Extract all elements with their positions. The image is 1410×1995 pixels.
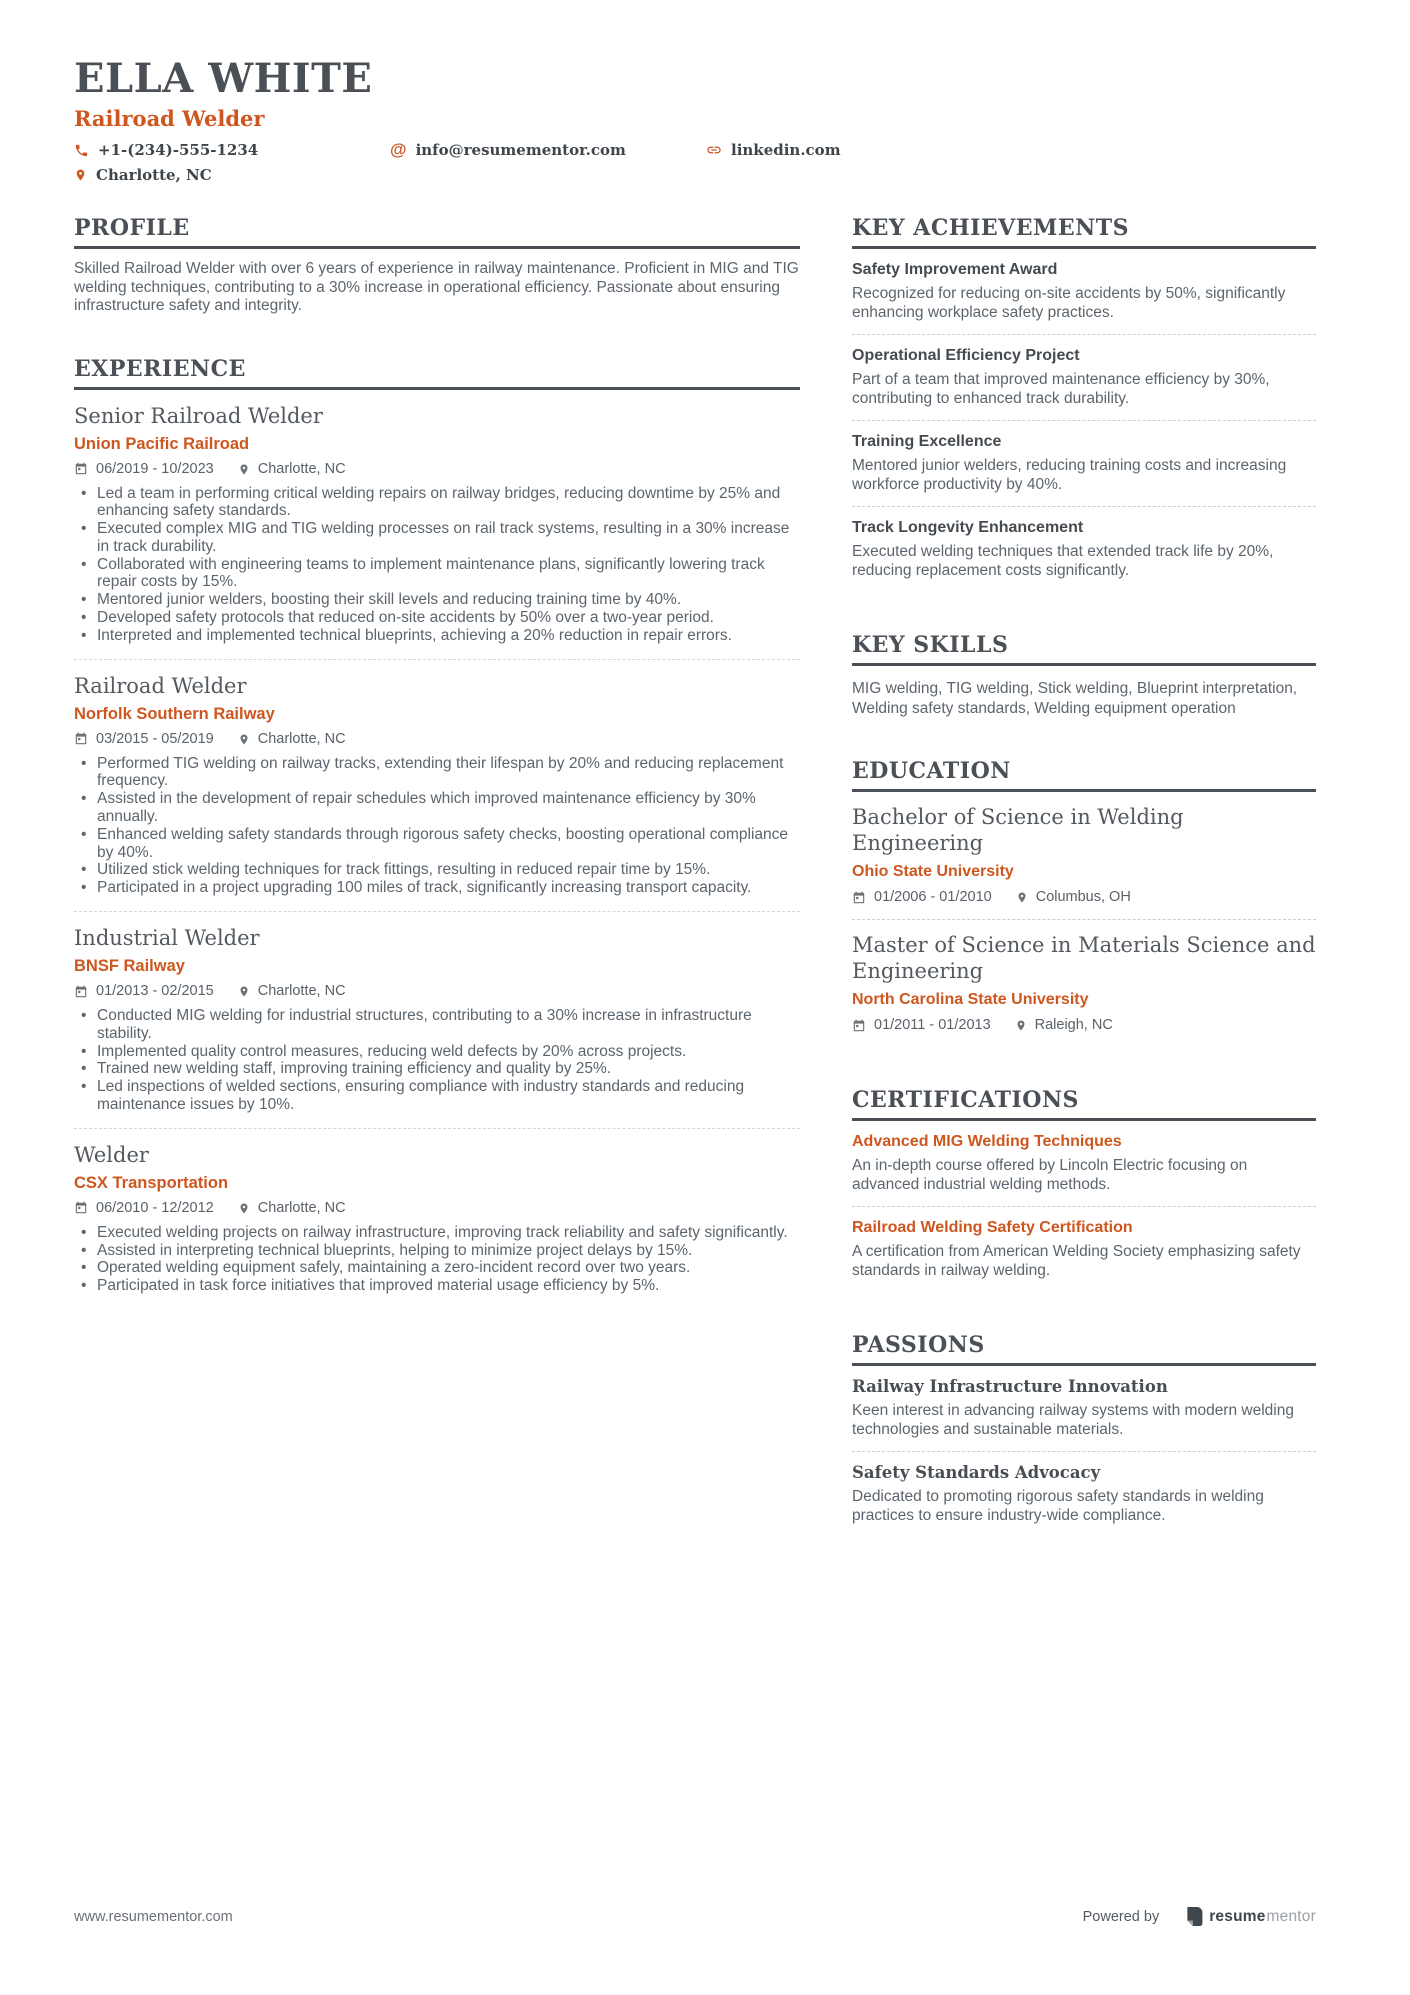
location-pin-icon bbox=[238, 984, 250, 999]
bullet: • Implemented quality control measures, reducing weld defects by 20% across projects. bbox=[74, 1043, 800, 1061]
achievement-item bbox=[852, 335, 1316, 421]
achievement-item bbox=[852, 507, 1316, 592]
job-company: BNSF Railway bbox=[74, 957, 185, 976]
education-location: Raleigh, NC bbox=[1034, 1017, 1113, 1033]
certification-item bbox=[852, 1207, 1316, 1292]
job-dates: 06/2010 - 12/2012 bbox=[96, 1199, 214, 1216]
degree-title: Master of Science in Materials Science and Engineering bbox=[852, 933, 1316, 983]
bullet: • Performed TIG welding on railway tracks, extending their lifespan by 20% and reducing replacement frequency. bbox=[74, 755, 800, 791]
job-meta bbox=[74, 1200, 800, 1217]
profile-heading: PROFILE bbox=[74, 215, 800, 249]
education-location: Columbus, OH bbox=[1035, 889, 1131, 905]
job-company: Union Pacific Railroad bbox=[74, 434, 250, 453]
location-text: Charlotte, NC bbox=[96, 166, 212, 184]
phone-contact bbox=[74, 141, 390, 159]
job-title: Railroad Welder bbox=[74, 673, 247, 698]
job-title: Welder bbox=[74, 1142, 149, 1167]
achievement-item bbox=[852, 421, 1316, 507]
calendar-icon bbox=[852, 1019, 866, 1033]
link-icon bbox=[706, 142, 722, 158]
job-entry bbox=[74, 911, 800, 1128]
achievement-text: Executed welding techniques that extended track life by 20%, reducing replacement costs significantly. bbox=[852, 543, 1274, 579]
right-column bbox=[852, 215, 1316, 1537]
email-icon: @ bbox=[390, 140, 407, 159]
bullet: • Participated in task force initiatives that improved material usage efficiency by 5%. bbox=[74, 1277, 800, 1295]
page-footer bbox=[74, 1906, 1316, 1927]
school-name: Ohio State University bbox=[852, 863, 1014, 880]
calendar-icon bbox=[74, 985, 88, 999]
passion-text: Keen interest in advancing railway systems with modern welding technologies and sustainable materials. bbox=[852, 1402, 1294, 1438]
bullet: • Assisted in interpreting technical blueprints, helping to minimize project delays by 15%. bbox=[74, 1242, 800, 1260]
certification-item bbox=[852, 1121, 1316, 1207]
phone-number[interactable]: +1-(234)-555-1234 bbox=[98, 141, 259, 159]
job-location: Charlotte, NC bbox=[257, 730, 346, 747]
profile-section bbox=[74, 215, 800, 316]
brand-text-bold: resume bbox=[1209, 1907, 1266, 1925]
education-heading: EDUCATION bbox=[852, 758, 1316, 792]
job-location: Charlotte, NC bbox=[257, 983, 346, 1000]
job-bullets bbox=[74, 1224, 800, 1295]
certifications-heading: CERTIFICATIONS bbox=[852, 1087, 1316, 1121]
bullet: • Mentored junior welders, boosting their skill levels and reducing training time by 40%. bbox=[74, 591, 800, 609]
resumementor-brand[interactable] bbox=[1185, 1906, 1316, 1927]
certification-title: Advanced MIG Welding Techniques bbox=[852, 1133, 1122, 1150]
location-pin-icon bbox=[1015, 1018, 1027, 1033]
education-dates: 01/2006 - 01/2010 bbox=[874, 889, 992, 905]
resume-header bbox=[74, 56, 1316, 184]
experience-section bbox=[74, 356, 800, 1310]
achievement-title: Track Longevity Enhancement bbox=[852, 519, 1084, 536]
achievement-title: Safety Improvement Award bbox=[852, 261, 1058, 278]
bullet: • Enhanced welding safety standards through rigorous safety checks, boosting operational compliance by 40%. bbox=[74, 826, 800, 862]
bullet: • Led a team in performing critical welding repairs on railway bridges, reducing downtime by 25% and enhancing safety standards. bbox=[74, 485, 800, 521]
content-columns bbox=[74, 215, 1316, 1537]
job-meta bbox=[74, 461, 800, 478]
bullet: • Collaborated with engineering teams to implement maintenance plans, significantly lowering track repair costs by 15%. bbox=[74, 556, 800, 592]
bullet: • Assisted in the development of repair schedules which improved maintenance efficiency by 30% annually. bbox=[74, 790, 800, 826]
achievement-title: Training Excellence bbox=[852, 433, 1002, 450]
resumementor-logo-icon bbox=[1185, 1906, 1204, 1927]
left-column bbox=[74, 215, 800, 1537]
location-pin-icon bbox=[238, 732, 250, 747]
passions-heading: PASSIONS bbox=[852, 1332, 1316, 1366]
bullet: • Utilized stick welding techniques for track fittings, resulting in reduced repair time by 15%. bbox=[74, 861, 800, 879]
experience-heading: EXPERIENCE bbox=[74, 356, 800, 390]
passions-section bbox=[852, 1332, 1316, 1537]
job-entry bbox=[74, 659, 800, 911]
education-meta bbox=[852, 1017, 1316, 1034]
phone-icon bbox=[74, 143, 89, 158]
job-dates: 03/2015 - 05/2019 bbox=[96, 730, 214, 747]
passion-title: Safety Standards Advocacy bbox=[852, 1463, 1101, 1482]
passion-item bbox=[852, 1366, 1316, 1452]
key-skills-heading: KEY SKILLS bbox=[852, 632, 1316, 666]
bullet: • Led inspections of welded sections, ensuring compliance with industry standards and reducing maintenance issues by 10%. bbox=[74, 1078, 800, 1114]
linkedin-contact bbox=[706, 141, 1316, 159]
education-meta bbox=[852, 889, 1316, 906]
key-achievements-section bbox=[852, 215, 1316, 592]
passion-title: Railway Infrastructure Innovation bbox=[852, 1377, 1168, 1396]
job-title: Industrial Welder bbox=[74, 926, 260, 951]
bullet: • Participated in a project upgrading 100 miles of track, significantly increasing transport capacity. bbox=[74, 879, 800, 897]
job-location: Charlotte, NC bbox=[257, 1199, 346, 1216]
job-bullets bbox=[74, 485, 800, 645]
bullet: • Trained new welding staff, improving training efficiency and quality by 25%. bbox=[74, 1060, 800, 1078]
job-title: Senior Railroad Welder bbox=[74, 403, 323, 428]
education-dates: 01/2011 - 01/2013 bbox=[874, 1017, 991, 1033]
email-address[interactable]: info@resumementor.com bbox=[415, 141, 626, 159]
job-dates: 06/2019 - 10/2023 bbox=[96, 460, 214, 477]
skills-text: MIG welding, TIG welding, Stick welding, Blueprint interpretation, Welding safety standards, Welding equipment operation bbox=[852, 680, 1298, 717]
job-dates: 01/2013 - 02/2015 bbox=[96, 983, 214, 1000]
job-meta bbox=[74, 731, 800, 748]
calendar-icon bbox=[74, 1201, 88, 1215]
bullet: • Operated welding equipment safely, maintaining a zero-incident record over two years. bbox=[74, 1259, 800, 1277]
email-contact bbox=[390, 141, 706, 159]
achievement-title: Operational Efficiency Project bbox=[852, 347, 1080, 364]
achievement-text: Recognized for reducing on-site accidents by 50%, significantly enhancing workplace safety practices. bbox=[852, 285, 1286, 321]
bullet: • Executed complex MIG and TIG welding processes on rail track systems, resulting in a 30% increase in track durability. bbox=[74, 520, 800, 556]
location-pin-icon bbox=[238, 1201, 250, 1216]
bullet: • Executed welding projects on railway infrastructure, improving track reliability and safety significantly. bbox=[74, 1224, 800, 1242]
location-pin-icon bbox=[74, 167, 87, 183]
education-entry bbox=[852, 920, 1316, 1047]
footer-website-link[interactable]: www.resumementor.com bbox=[74, 1908, 233, 1925]
achievement-text: Mentored junior welders, reducing training costs and increasing workforce productivity by 40%. bbox=[852, 457, 1287, 493]
location-pin-icon bbox=[238, 462, 250, 477]
location-pin-icon bbox=[1016, 890, 1028, 905]
bullet: • Interpreted and implemented technical blueprints, achieving a 20% reduction in repair errors. bbox=[74, 627, 800, 645]
job-location: Charlotte, NC bbox=[257, 460, 346, 477]
certification-title: Railroad Welding Safety Certification bbox=[852, 1219, 1133, 1236]
bullet: • Developed safety protocols that reduced on-site accidents by 50% over a two-year period. bbox=[74, 609, 800, 627]
certification-text: An in-depth course offered by Lincoln Electric focusing on advanced industrial welding methods. bbox=[852, 1157, 1248, 1193]
certifications-section bbox=[852, 1087, 1316, 1292]
school-name: North Carolina State University bbox=[852, 991, 1089, 1008]
profile-text: Skilled Railroad Welder with over 6 years of experience in railway maintenance. Proficient in MIG and TIG welding techniques, contributing to a 30% increase in operational efficiency. Passionate about ensuring infrastructure safety and integrity. bbox=[74, 260, 799, 314]
job-bullets bbox=[74, 1007, 800, 1114]
bullet: • Conducted MIG welding for industrial structures, contributing to a 30% increase in infrastructure stability. bbox=[74, 1007, 800, 1043]
degree-title: Bachelor of Science in Welding Engineering bbox=[852, 805, 1184, 855]
key-skills-section bbox=[852, 632, 1316, 718]
job-entry bbox=[74, 1128, 800, 1309]
key-achievements-heading: KEY ACHIEVEMENTS bbox=[852, 215, 1316, 249]
achievement-text: Part of a team that improved maintenance efficiency by 30%, contributing to enhanced track durability. bbox=[852, 371, 1270, 407]
education-entry bbox=[852, 792, 1316, 920]
calendar-icon bbox=[74, 732, 88, 746]
job-list bbox=[74, 390, 800, 1310]
powered-by bbox=[1083, 1906, 1316, 1927]
job-meta bbox=[74, 983, 800, 1000]
brand-text-light: mentor bbox=[1266, 1907, 1316, 1925]
job-entry bbox=[74, 390, 800, 659]
achievement-item bbox=[852, 249, 1316, 335]
job-company: CSX Transportation bbox=[74, 1173, 229, 1192]
calendar-icon bbox=[74, 462, 88, 476]
linkedin-link[interactable]: linkedin.com bbox=[731, 141, 841, 159]
candidate-name: ELLA WHITE bbox=[74, 55, 373, 102]
candidate-headline: Railroad Welder bbox=[74, 106, 265, 131]
passion-item bbox=[852, 1452, 1316, 1537]
certification-text: A certification from American Welding Society emphasizing safety standards in railway welding. bbox=[852, 1243, 1301, 1279]
job-bullets bbox=[74, 755, 800, 897]
passion-text: Dedicated to promoting rigorous safety standards in welding practices to ensure industry-wide compliance. bbox=[852, 1488, 1264, 1524]
contact-bar bbox=[74, 141, 1316, 184]
job-company: Norfolk Southern Railway bbox=[74, 704, 275, 723]
education-section bbox=[852, 758, 1316, 1047]
location-contact bbox=[74, 166, 390, 184]
calendar-icon bbox=[852, 891, 866, 905]
powered-by-label: Powered by bbox=[1082, 1908, 1160, 1925]
